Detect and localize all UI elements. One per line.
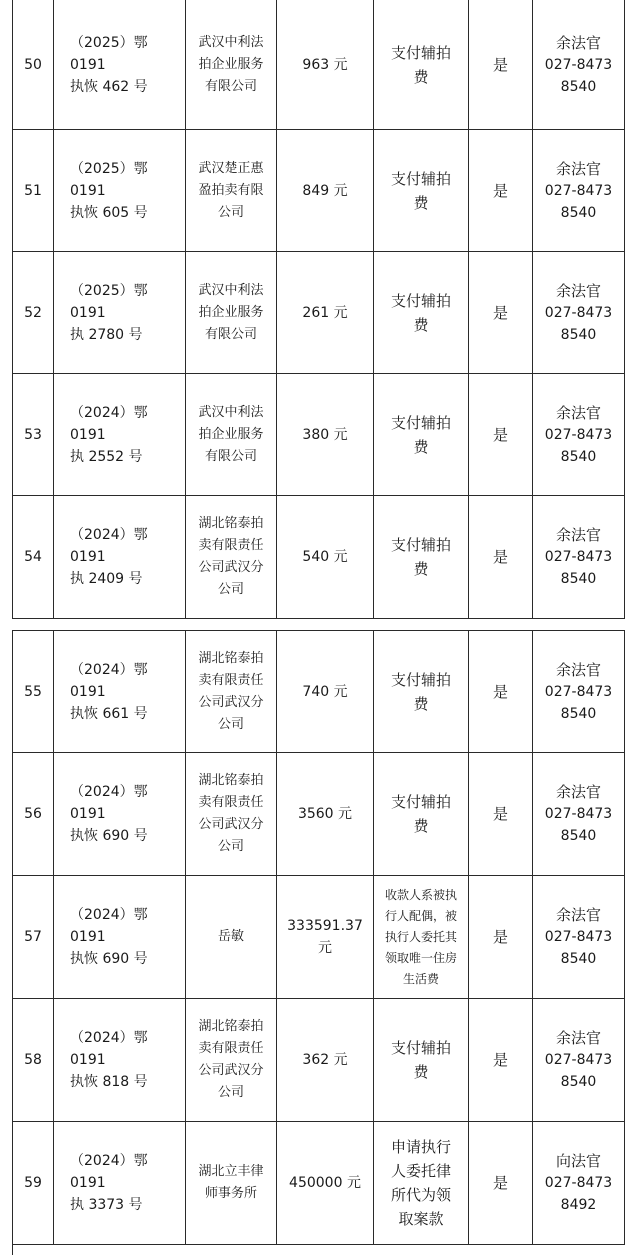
phone-number-line: 027-8473 (544, 426, 613, 443)
phone-number-line: 8540 (560, 204, 597, 221)
case-number-line: （2024）鄂 0191 (70, 1153, 148, 1191)
amount-line: 450000 元 (289, 1175, 361, 1191)
payee-name-line: 卖有限责任 (198, 1041, 264, 1056)
payee-name (186, 999, 277, 1122)
payee-name-line: 公司 (217, 716, 244, 732)
payee-name-line: 公司 (217, 582, 244, 597)
table-row (13, 0, 625, 130)
judge-contact (533, 876, 625, 999)
row-index: 56 (13, 753, 54, 876)
payment-purpose-line: 支付辅拍 (390, 670, 451, 689)
payment-purpose (374, 130, 469, 252)
judge-contact (533, 1122, 625, 1245)
payee-name-line: 武汉中利法 (198, 34, 264, 50)
confirmation-flag: 是 (469, 374, 533, 496)
confirmation-flag: 是 (469, 496, 533, 619)
judge-contact (533, 374, 625, 496)
payee-name-line: 湖北立丰律 (198, 1164, 264, 1179)
confirmation-flag: 是 (469, 0, 533, 130)
judge-contact (533, 0, 625, 130)
payee-name-line: 公司 (217, 839, 244, 854)
case-number-line: 执恢 605 号 (70, 204, 148, 221)
case-number (54, 496, 186, 619)
payment-purpose-line: 支付辅拍 (390, 43, 451, 62)
payee-name (186, 130, 277, 252)
judge-name: 余法官 (555, 403, 601, 422)
row-index: 54 (13, 496, 54, 619)
amount-line: 元 (318, 940, 332, 956)
table-row (13, 753, 625, 876)
payment-purpose-line: 收款人系被执 (384, 887, 457, 902)
row-index: 52 (13, 252, 54, 374)
payee-name-line: 武汉楚正惠 (198, 160, 264, 176)
phone-number-line: 8540 (560, 571, 597, 587)
payee-name-line: 有限公司 (204, 78, 257, 94)
confirmation-flag: 是 (469, 631, 533, 753)
payment-purpose-line: 行人配偶，被 (384, 908, 457, 923)
table-row (13, 631, 625, 753)
phone-number-line: 027-8473 (544, 929, 613, 945)
payment-purpose-line: 费 (413, 1063, 429, 1081)
table-row (13, 496, 625, 619)
payee-name-line: 公司武汉分 (198, 560, 264, 575)
row-index: 53 (13, 374, 54, 496)
case-number (54, 999, 186, 1122)
case-number-line: （2024）鄂 0191 (70, 784, 148, 822)
payment-purpose-line: 支付辅拍 (390, 291, 451, 310)
case-number (54, 0, 186, 130)
payee-name (186, 252, 277, 374)
payment-purpose (374, 1122, 469, 1245)
payment-purpose-line: 支付辅拍 (390, 536, 451, 554)
phone-number-line: 8540 (560, 705, 597, 722)
confirmation-flag: 是 (469, 876, 533, 999)
payment-table-top (12, 0, 625, 619)
case-number-line: 执恢 818 号 (70, 1074, 148, 1090)
payment-purpose (374, 0, 469, 130)
payee-name-line: 有限公司 (204, 448, 257, 464)
case-number-line: （2024）鄂 0191 (70, 1030, 148, 1068)
payment-purpose-line: 费 (413, 817, 429, 835)
phone-number-line: 027-8473 (544, 56, 613, 73)
payment-purpose-line: 费 (413, 694, 429, 713)
phone-number-line: 027-8473 (544, 806, 613, 822)
case-number (54, 753, 186, 876)
payee-name (186, 876, 277, 999)
payee-name-line: 公司武汉分 (198, 817, 264, 832)
phone-number-line: 8540 (560, 1074, 597, 1090)
payment-purpose-line: 所代为领 (390, 1186, 451, 1204)
amount-line: 333591.37 (287, 918, 363, 934)
phone-number-line: 027-8473 (544, 304, 613, 321)
case-number-line: （2024）鄂 0191 (70, 907, 148, 945)
case-number-line: （2024）鄂 0191 (70, 404, 148, 443)
amount (277, 496, 374, 619)
payment-purpose-line: 人委托律 (390, 1162, 451, 1180)
table-row (13, 999, 625, 1122)
payment-purpose-line: 生活费 (402, 971, 439, 986)
payee-name-line: 公司 (217, 204, 244, 220)
case-number (54, 1122, 186, 1245)
payment-purpose-line: 费 (413, 67, 429, 86)
case-number-line: 执恢 690 号 (70, 951, 148, 967)
payee-name-line: 湖北铭泰拍 (198, 650, 264, 666)
table-body (13, 631, 625, 1245)
judge-contact (533, 496, 625, 619)
confirmation-flag: 是 (469, 753, 533, 876)
payment-purpose (374, 496, 469, 619)
payee-name-line: 拍企业服务 (198, 56, 264, 72)
payee-name-line: 有限公司 (204, 326, 257, 342)
judge-name: 余法官 (555, 526, 601, 544)
amount (277, 876, 374, 999)
payee-name-line: 湖北铭泰拍 (198, 1019, 264, 1034)
payee-name (186, 753, 277, 876)
case-number-line: （2025）鄂 0191 (70, 160, 148, 199)
payment-purpose-line: 支付辅拍 (390, 413, 451, 432)
phone-number-line: 027-8473 (544, 683, 613, 700)
phone-number-line: 8540 (560, 951, 597, 967)
payee-name-line: 卖有限责任 (198, 672, 264, 688)
amount-line: 740 元 (302, 683, 348, 700)
table-row (13, 130, 625, 252)
payee-name-line: 湖北铭泰拍 (198, 773, 264, 788)
case-number-line: （2025）鄂 0191 (70, 34, 148, 73)
payee-name-line: 武汉中利法 (198, 282, 264, 298)
phone-number-line: 8540 (560, 828, 597, 844)
confirmation-flag: 是 (469, 999, 533, 1122)
amount (277, 130, 374, 252)
payment-purpose-line: 支付辅拍 (390, 169, 451, 188)
row-index: 59 (13, 1122, 54, 1245)
confirmation-flag: 是 (469, 1122, 533, 1245)
payee-name-line: 拍企业服务 (198, 426, 264, 442)
amount (277, 753, 374, 876)
judge-contact (533, 753, 625, 876)
judge-contact (533, 631, 625, 753)
confirmation-flag: 是 (469, 252, 533, 374)
case-number (54, 876, 186, 999)
payment-purpose-line: 取案款 (398, 1210, 444, 1228)
confirmation-flag: 是 (469, 130, 533, 252)
case-number-line: 执 2780 号 (70, 326, 143, 343)
case-number-line: 执 2409 号 (70, 571, 143, 587)
judge-name: 余法官 (555, 660, 601, 679)
phone-number-line: 027-8473 (544, 182, 613, 199)
amount-line: 380 元 (302, 426, 348, 443)
payment-purpose-line: 费 (413, 315, 429, 334)
payment-purpose (374, 999, 469, 1122)
row-index: 57 (13, 876, 54, 999)
case-number-line: （2025）鄂 0191 (70, 282, 148, 321)
judge-name: 余法官 (555, 159, 601, 178)
payee-name (186, 1122, 277, 1245)
case-number-line: 执恢 462 号 (70, 78, 148, 95)
amount-line: 362 元 (302, 1052, 348, 1068)
payee-name (186, 374, 277, 496)
table-row (13, 876, 625, 999)
payment-purpose-line: 支付辅拍 (390, 1039, 451, 1057)
case-number-line: 执 2552 号 (70, 448, 143, 465)
row-index: 58 (13, 999, 54, 1122)
payee-name (186, 0, 277, 130)
case-number-line: 执恢 661 号 (70, 705, 148, 722)
case-number (54, 130, 186, 252)
payee-name-line: 岳敏 (217, 929, 244, 944)
payee-name (186, 631, 277, 753)
payment-purpose-line: 费 (413, 437, 429, 456)
phone-number-line: 8540 (560, 326, 597, 343)
amount (277, 631, 374, 753)
payee-name-line: 拍企业服务 (198, 304, 264, 320)
payment-table-bottom (12, 630, 625, 1245)
payee-name-line: 公司武汉分 (198, 694, 264, 710)
judge-name: 余法官 (555, 783, 601, 801)
row-index: 51 (13, 130, 54, 252)
payment-purpose-line: 费 (413, 193, 429, 212)
phone-number-line: 027-8473 (544, 549, 613, 565)
phone-number-line: 027-8473 (544, 1052, 613, 1068)
judge-name: 余法官 (555, 33, 601, 52)
judge-name: 余法官 (555, 1029, 601, 1047)
amount (277, 1122, 374, 1245)
amount (277, 252, 374, 374)
payee-name-line: 公司 (217, 1085, 244, 1100)
payee-name-line: 卖有限责任 (198, 795, 264, 810)
amount-line: 3560 元 (297, 806, 353, 822)
amount-line: 261 元 (302, 304, 348, 321)
table-body (13, 0, 625, 619)
case-number (54, 631, 186, 753)
payment-purpose (374, 252, 469, 374)
judge-contact (533, 999, 625, 1122)
amount-line: 540 元 (302, 549, 348, 565)
amount (277, 999, 374, 1122)
payment-purpose (374, 374, 469, 496)
table-row (13, 1122, 625, 1245)
case-number-line: （2024）鄂 0191 (70, 527, 148, 565)
payee-name (186, 496, 277, 619)
payment-purpose-line: 执行人委托其 (384, 929, 457, 944)
judge-contact (533, 252, 625, 374)
payee-name-line: 师事务所 (204, 1186, 257, 1201)
case-number-line: （2024）鄂 0191 (70, 661, 148, 700)
phone-number-line: 027-8473 (544, 1175, 613, 1191)
payee-name-line: 卖有限责任 (198, 538, 264, 553)
payment-purpose (374, 753, 469, 876)
phone-number-line: 8540 (560, 448, 597, 465)
case-number-line: 执恢 690 号 (70, 828, 148, 844)
table-row (13, 252, 625, 374)
judge-name: 向法官 (555, 1152, 601, 1170)
payment-purpose-line: 申请执行 (390, 1138, 451, 1156)
phone-number-line: 8540 (560, 78, 597, 95)
payee-name-line: 武汉中利法 (198, 404, 264, 420)
payment-purpose-line: 领取唯一住房 (384, 950, 457, 965)
payment-purpose (374, 631, 469, 753)
table-row (13, 374, 625, 496)
payee-name-line: 盈拍卖有限 (198, 182, 264, 198)
case-number (54, 252, 186, 374)
row-index: 50 (13, 0, 54, 130)
case-number (54, 374, 186, 496)
amount-line: 849 元 (302, 182, 348, 199)
amount (277, 374, 374, 496)
payee-name-line: 公司武汉分 (198, 1063, 264, 1078)
payment-purpose-line: 费 (413, 560, 429, 578)
amount-line: 963 元 (302, 56, 348, 73)
payment-purpose-line: 支付辅拍 (390, 793, 451, 811)
judge-contact (533, 130, 625, 252)
amount (277, 0, 374, 130)
judge-name: 余法官 (555, 906, 601, 924)
row-index: 55 (13, 631, 54, 753)
payee-name-line: 湖北铭泰拍 (198, 516, 264, 531)
phone-number-line: 8492 (560, 1197, 597, 1213)
payment-purpose (374, 876, 469, 999)
judge-name: 余法官 (555, 281, 601, 300)
case-number-line: 执 3373 号 (70, 1197, 143, 1213)
